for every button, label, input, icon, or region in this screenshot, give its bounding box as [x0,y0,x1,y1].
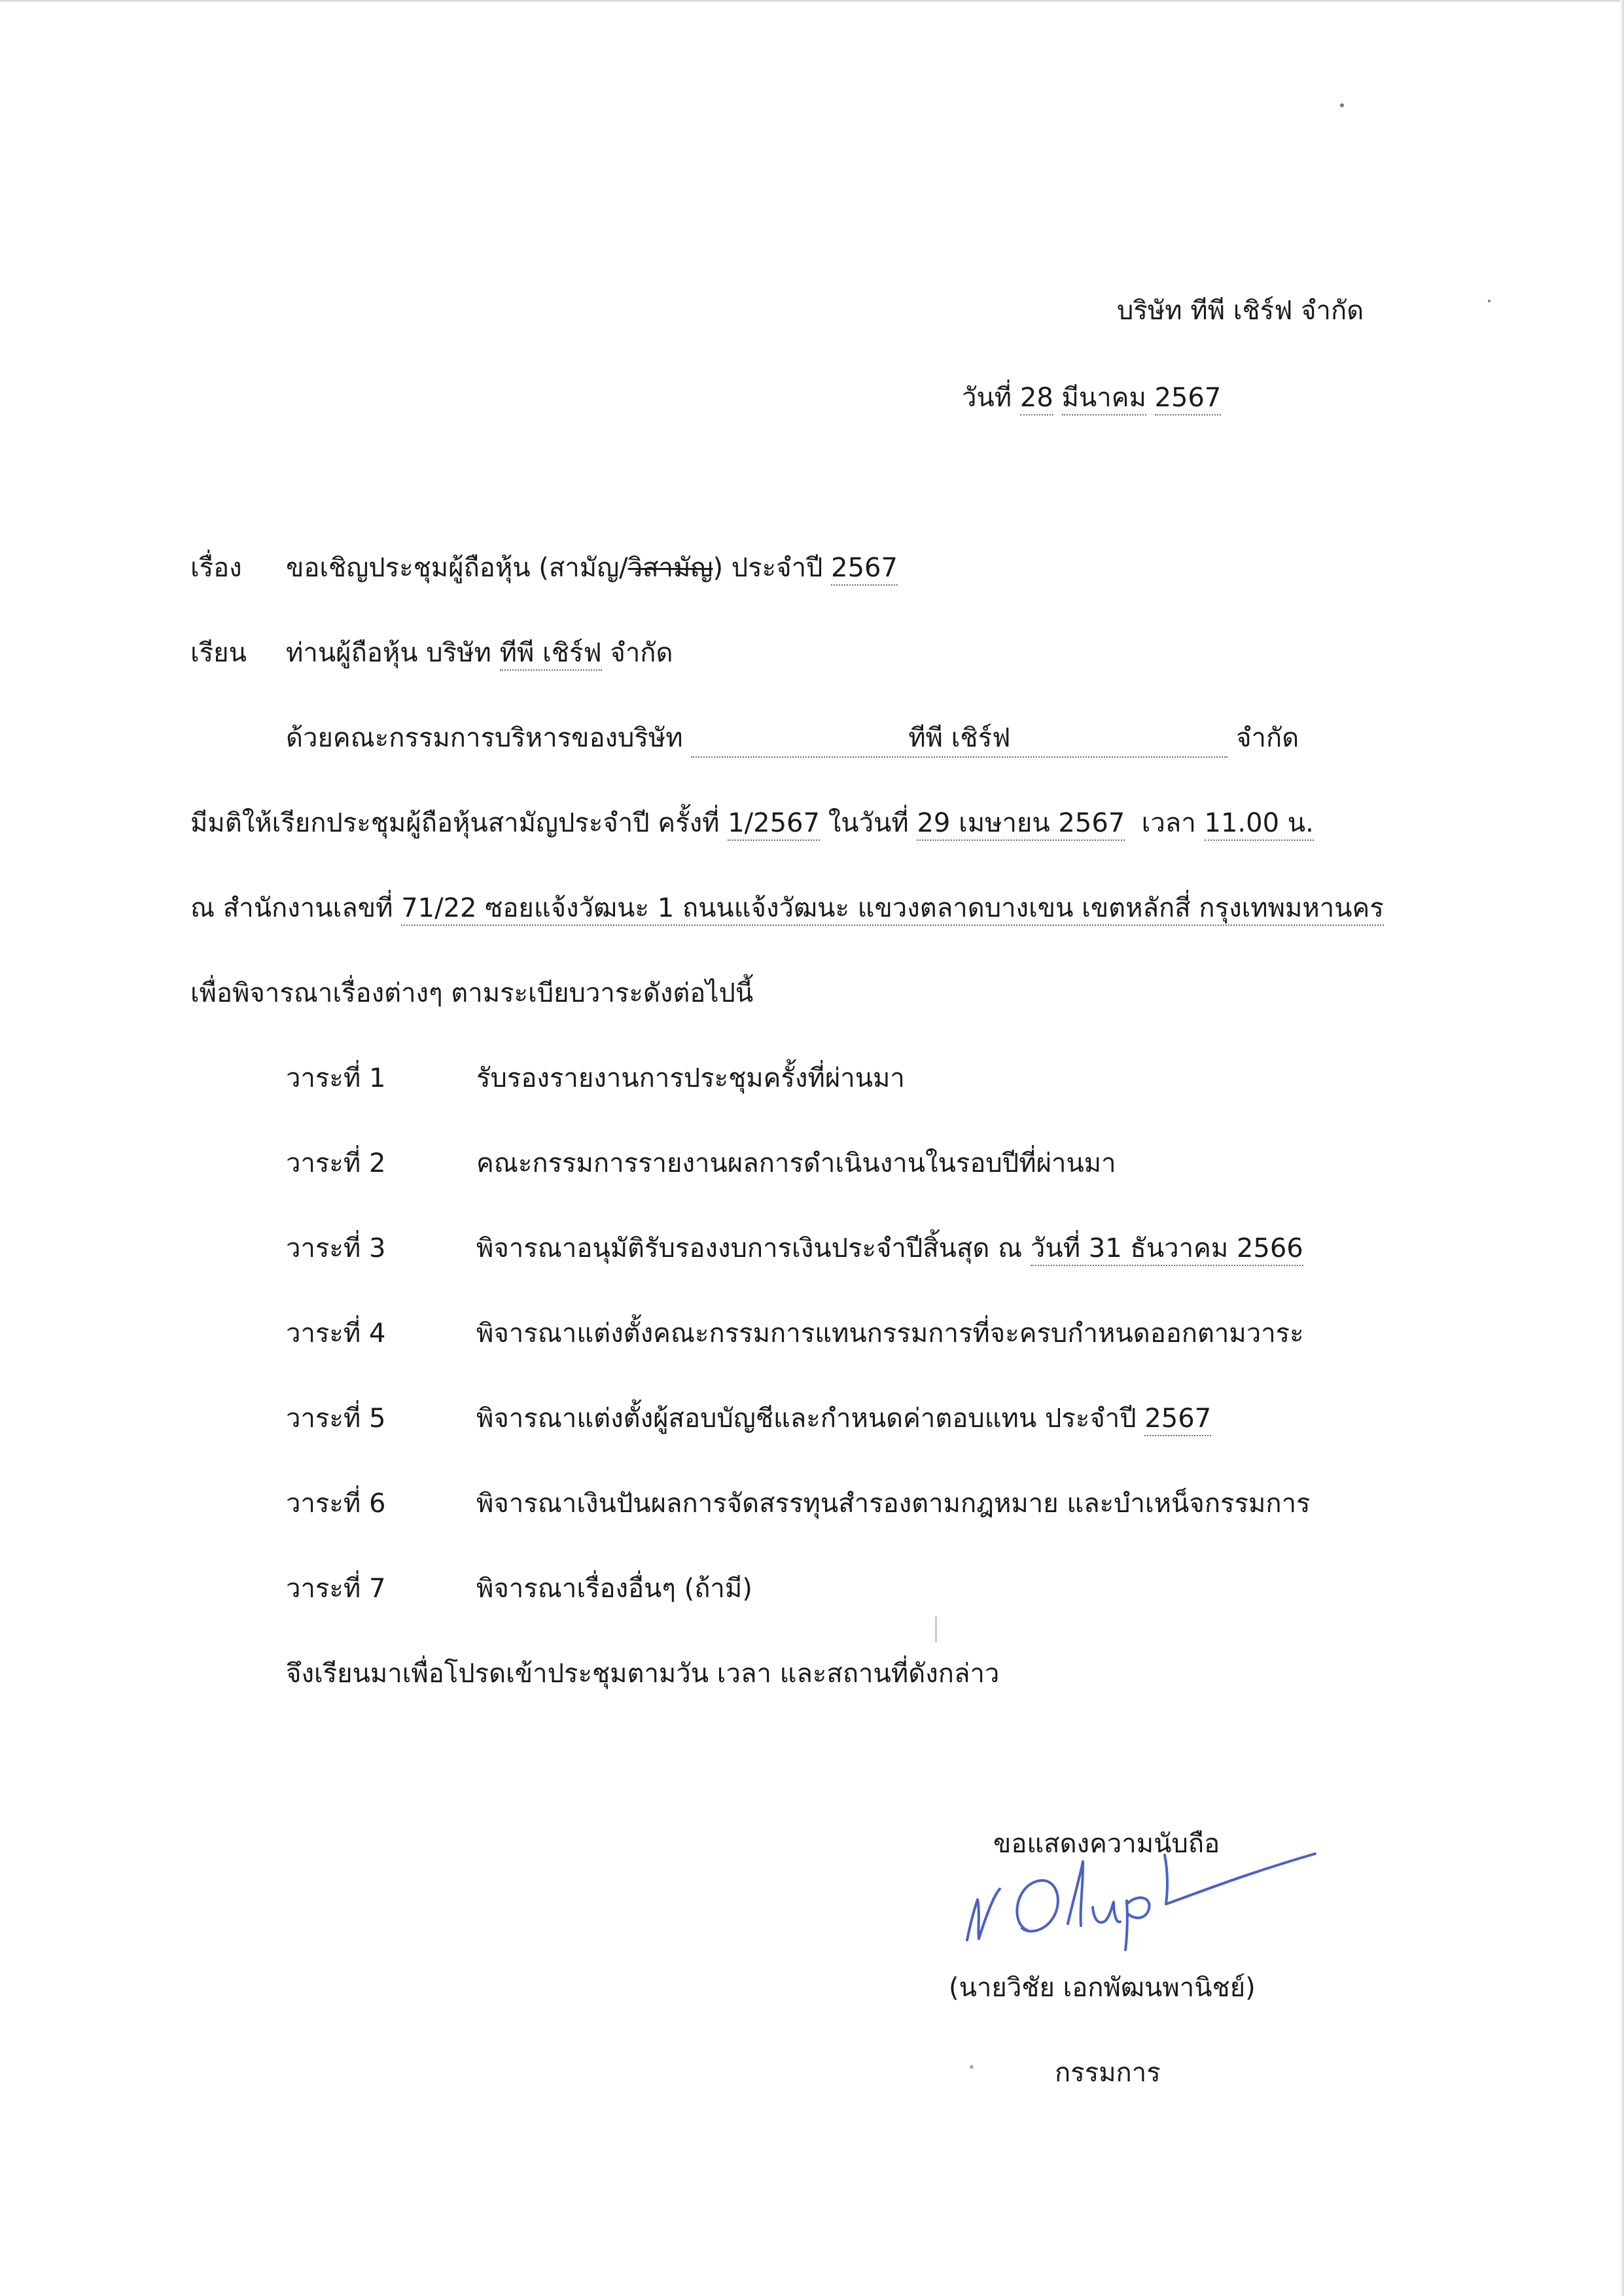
agenda-label: วาระที่ 4 [286,1318,386,1349]
intro-paragraph: ด้วยคณะกรรมการบริหารของบริษัท ทีพี เชิร์ฟ จำกัด [286,720,1299,758]
agenda-label: วาระที่ 6 [286,1489,386,1519]
scan-speck [970,2065,974,2069]
company-header: บริษัท ทีพี เชิร์ฟ จำกัด [1117,296,1364,326]
letter-date: วันที่ 28 มีนาคม 2567 [962,380,1221,416]
scan-speck [1488,300,1491,302]
signature-text: ก Olup [949,1949,953,1951]
resolution-line: มีมติให้เรียกประชุมผู้ถือหุ้นสามัญประจำปี ครั้งที่ 1/2567 ในวันที่ 29 เมษายน 2567 เวลา 11.00 น. [190,805,1314,841]
agenda-text: พิจารณาอนุมัติรับรองงบการเงินประจำปีสิ้นสุด ณ วันที่ 31 ธันวาคม 2566 [476,1230,1303,1267]
scan-edge-top [0,0,1624,3]
agenda-intro: เพื่อพิจารณาเรื่องต่างๆ ตามระเบียบวาระดังต่อไปนี้ [190,978,754,1008]
subject-text: ขอเชิญประชุมผู้ถือหุ้น (สามัญ/วิสามัญ) ประจำปี 2567 [286,550,898,586]
subject-label: เรื่อง [190,553,242,583]
agenda-text: พิจารณาแต่งตั้งผู้สอบบัญชีและกำหนดค่าตอบแทน ประจำปี 2567 [476,1400,1211,1437]
venue-line: ณ สำนักงานเลขที่ 71/22 ซอยแจ้งวัฒนะ 1 ถนนแจ้งวัฒนะ แขวงตลาดบางเขน เขตหลักสี่ กรุงเทพมหานคร [190,890,1384,927]
closing-request: จึงเรียนมาเพื่อโปรดเข้าประชุมตามวัน เวลา และสถานที่ดังกล่าว [286,1659,1000,1689]
agenda-text: คณะกรรมการรายงานผลการดำเนินงานในรอบปีที่ผ่านมา [476,1148,1116,1178]
agenda-label: วาระที่ 1 [286,1063,386,1093]
agenda-text: พิจารณาแต่งตั้งคณะกรรมการแทนกรรมการที่จะครบกำหนดออกตามวาระ [476,1318,1304,1349]
agenda-label: วาระที่ 3 [286,1233,386,1263]
signer-name: (นายวิชัย เอกพัฒนพานิชย์) [949,1973,1256,2003]
agenda-text: พิจารณาเรื่องอื่นๆ (ถ้ามี) [476,1574,752,1604]
scan-speck [1340,103,1344,107]
regards: ขอแสดงความนับถือ [993,1829,1220,1859]
recipient-label: เรียน [190,638,247,668]
scan-edge-right [1620,0,1624,2296]
agenda-label: วาระที่ 5 [286,1404,386,1434]
handwritten-signature [949,1816,1322,1953]
scan-mark [935,1616,937,1642]
agenda-label: วาระที่ 2 [286,1148,386,1178]
agenda-text: รับรองรายงานการประชุมครั้งที่ผ่านมา [476,1063,905,1093]
signer-position: กรรมการ [1055,2058,1161,2088]
recipient-text: ท่านผู้ถือหุ้น บริษัท ทีพี เชิร์ฟ จำกัด [286,635,673,671]
agenda-text: พิจารณาเงินปันผลการจัดสรรทุนสำรองตามกฎหมาย และบำเหน็จกรรมการ [476,1489,1311,1519]
struck-text: วิสามัญ [627,553,713,583]
agenda-label: วาระที่ 7 [286,1574,386,1604]
